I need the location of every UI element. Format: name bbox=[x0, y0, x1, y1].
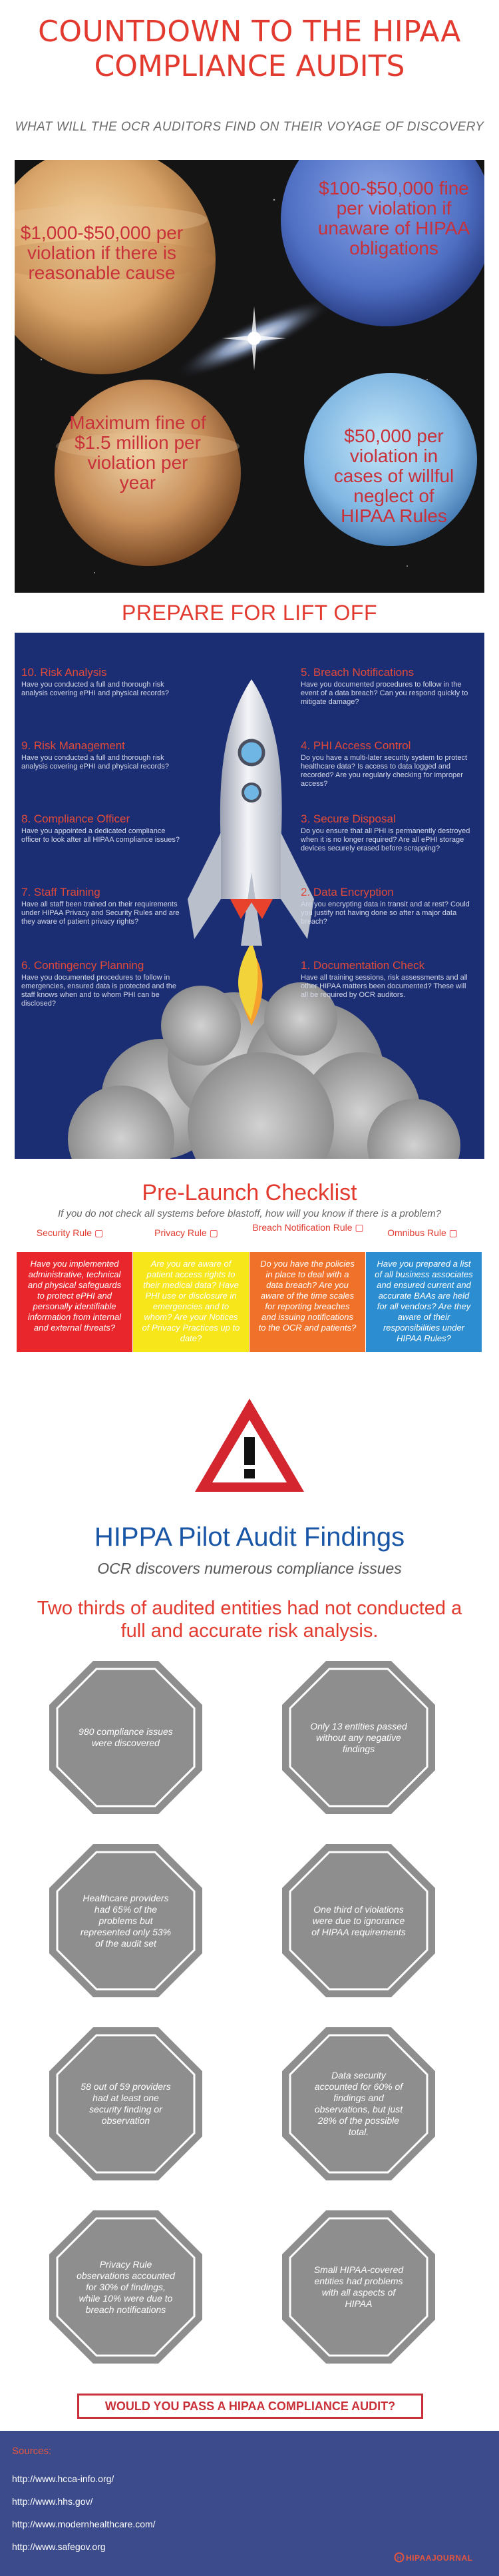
rule-label-omnibus bbox=[373, 1227, 472, 1239]
rule-label-text: Security Rule bbox=[36, 1227, 92, 1238]
source-link[interactable]: http://www.modernhealthcare.com/ bbox=[12, 2519, 156, 2529]
planet-text-maximum-fine: Maximum fine of $1.5 million per violation per year bbox=[69, 412, 206, 493]
findings-subtitle: OCR discovers numerous compliance issues bbox=[97, 1560, 402, 1577]
checklist-subtitle: If you do not check all systems before blastoff, how will you know if there is a problem? bbox=[57, 1208, 442, 1219]
main-title-line1: COUNTDOWN TO THE HIPAA bbox=[38, 15, 461, 49]
planet-text-unaware: $100-$50,000 fine per violation if unaware of HIPAA obligations bbox=[317, 178, 470, 258]
checklist-title: Pre-Launch Checklist bbox=[142, 1180, 357, 1205]
finding-badge bbox=[47, 2208, 205, 2366]
countdown-item-title: 6. Contingency Planning bbox=[21, 959, 144, 972]
rule-label-privacy bbox=[136, 1227, 236, 1239]
findings-headline: Two thirds of audited entities had not conducted a full and accurate risk analysis. bbox=[37, 1598, 462, 1642]
countdown-panel bbox=[15, 633, 484, 1159]
finding-text: 58 out of 59 providers had at least one security finding or observation bbox=[81, 2081, 171, 2126]
countdown-item-title: 8. Compliance Officer bbox=[21, 812, 130, 825]
checkbox-icon: ▢ bbox=[448, 1227, 458, 1238]
finding-badge bbox=[47, 1841, 205, 2000]
planet-text-reasonable-cause: $1,000-$50,000 per violation if there is reasonable cause bbox=[20, 222, 184, 283]
countdown-item-body: Do you have a multi-later security system to protect healthcare data? Is access to data logged and recorded? Are you regularly checking for improper access? bbox=[301, 754, 468, 788]
countdown-item-title: 2. Data Encryption bbox=[301, 886, 394, 898]
findings-title: HIPPA Pilot Audit Findings bbox=[94, 1522, 405, 1552]
finding-text: Small HIPAA-covered entities had problems with all aspects of HIPAA bbox=[313, 2264, 404, 2309]
countdown-item-title: 1. Documentation Check bbox=[301, 959, 425, 972]
finding-badge bbox=[279, 1658, 438, 1817]
countdown-item-body: Have you documented procedures to follow in emergencies, ensured data is protected and the staff knows when and to whom PHI can be disclosed? bbox=[21, 974, 176, 1008]
finding-text: One third of violations were due to ignorance of HIPAA requirements bbox=[311, 1903, 406, 1937]
countdown-item-body: Have you conducted a full and thorough risk analysis covering ePHI and physical records? bbox=[21, 681, 169, 697]
compliance-question-text: WOULD YOU PASS A HIPAA COMPLIANCE AUDIT? bbox=[104, 2400, 396, 2413]
rule-label-security bbox=[20, 1227, 120, 1239]
countdown-item-2 bbox=[301, 886, 474, 926]
rule-label-text: Breach Notification Rule bbox=[252, 1222, 353, 1233]
countdown-item-title: 4. PHI Access Control bbox=[301, 739, 411, 752]
finding-badge bbox=[47, 1658, 205, 1817]
countdown-item-7 bbox=[21, 886, 234, 926]
checklist-box-omnibus: Have you prepared a list of all business associates and ensured current and accurate BAAs are held for all vendors? Are they aware of their responsibilities under HIPAA Rules? bbox=[366, 1252, 482, 1352]
checklist-box-security: Have you implemented administrative, technical and physical safeguards to protect ePHI and personally identifiable information from internal and external threats? bbox=[17, 1252, 132, 1352]
finding-text: 980 compliance issues were discovered bbox=[79, 1726, 173, 1748]
finding-badge bbox=[279, 2025, 438, 2183]
countdown-item-6 bbox=[21, 959, 234, 1008]
countdown-item-title: 3. Secure Disposal bbox=[301, 812, 396, 825]
countdown-item-body: Have all training sessions, risk assessments and all other HIPAA matters been documented? These will all be required by OCR auditors. bbox=[301, 974, 468, 999]
finding-badge bbox=[47, 2025, 205, 2183]
finding-text: Data security accounted for 60% of findings and observations, but just 28% of the possible total. bbox=[314, 2070, 403, 2137]
checkbox-icon: ▢ bbox=[94, 1227, 104, 1238]
smoke-cloud bbox=[68, 982, 460, 1159]
countdown-item-body: Have you conducted a full and thorough risk analysis covering ePHI and physical records? bbox=[21, 754, 169, 771]
countdown-item-body: Have you documented procedures to follow in the event of a data breach? Can you respond quickly to mitigate damage? bbox=[301, 681, 468, 706]
countdown-item-1 bbox=[301, 959, 474, 1000]
countdown-item-10 bbox=[21, 666, 234, 698]
countdown-item-title: 7. Staff Training bbox=[21, 886, 100, 898]
checklist-box-privacy: Are you are aware of patient access rights to their medical data? Have PHI use or disclosure in emergencies and to whom? Are your Notices of Privacy Practices up to date? bbox=[133, 1252, 249, 1352]
countdown-item-title: 9. Risk Management bbox=[21, 739, 125, 752]
warning-icon bbox=[190, 1392, 309, 1498]
lift-off-banner bbox=[15, 593, 484, 633]
logo-text: HIPAAJOURNAL bbox=[406, 2553, 473, 2563]
checklist-box-breach: Do you have the policies in place to deal with a data breach? Are you aware of the time scales for reporting breaches and issuing notifications to the OCR and patients? bbox=[250, 1252, 365, 1352]
sources-label: Sources: bbox=[12, 2445, 52, 2457]
countdown-item-title: 10. Risk Analysis bbox=[21, 666, 107, 679]
countdown-item-3 bbox=[301, 812, 474, 853]
finding-badge bbox=[279, 2208, 438, 2366]
countdown-item-body: Are you encrypting data in transit and at rest? Could you justify not having done so after a major data breach? bbox=[301, 900, 470, 926]
countdown-item-9 bbox=[21, 739, 234, 771]
source-link[interactable]: http://www.hcca-info.org/ bbox=[12, 2473, 114, 2484]
finding-text: Healthcare providers had 65% of the problems but represented only 53% of the audit set bbox=[80, 1892, 172, 1949]
finding-text: Only 13 entities passed without any negative findings bbox=[310, 1720, 407, 1754]
countdown-item-body: Have all staff been trained on their requirements under HIPAA Privacy and Security Rules and are they aware of patient privacy rights? bbox=[21, 900, 180, 926]
svg-text:H: H bbox=[397, 2555, 402, 2561]
source-link[interactable]: http://www.hhs.gov/ bbox=[12, 2496, 93, 2507]
finding-text: Privacy Rule observations accounted for 30% of findings, while 10% were due to breach notifications bbox=[77, 2258, 175, 2315]
countdown-item-5 bbox=[301, 666, 474, 707]
planet-text-willful-neglect: $50,000 per violation in cases of willful neglect of HIPAA Rules bbox=[333, 426, 454, 526]
rule-label-text: Privacy Rule bbox=[154, 1227, 207, 1238]
logo-icon bbox=[394, 2552, 405, 2563]
checkbox-icon: ▢ bbox=[209, 1227, 218, 1238]
main-title-line2: COMPLIANCE AUDITS bbox=[94, 49, 405, 83]
compliance-question bbox=[77, 2394, 423, 2419]
rule-label-breach bbox=[251, 1223, 365, 1233]
finding-badge bbox=[279, 1841, 438, 2000]
lift-off-text: PREPARE FOR LIFT OFF bbox=[122, 601, 377, 625]
checkbox-icon: ▢ bbox=[355, 1222, 364, 1233]
countdown-item-body: Have you appointed a dedicated compliance officer to look after all HIPAA compliance issues? bbox=[21, 827, 180, 844]
countdown-item-4 bbox=[301, 739, 474, 789]
countdown-item-8 bbox=[21, 812, 234, 844]
source-link[interactable]: http://www.safegov.org bbox=[12, 2541, 106, 2552]
subtitle: WHAT WILL THE OCR AUDITORS FIND ON THEIR VOYAGE OF DISCOVERY bbox=[15, 120, 484, 134]
countdown-item-body: Do you ensure that all PHI is permanently destroyed when it is no longer required? Are all ePHI storage devices securely erased before scrapping? bbox=[301, 827, 470, 852]
rule-label-text: Omnibus Rule bbox=[387, 1227, 446, 1238]
space-scene bbox=[15, 160, 484, 593]
countdown-item-title: 5. Breach Notifications bbox=[301, 666, 415, 679]
